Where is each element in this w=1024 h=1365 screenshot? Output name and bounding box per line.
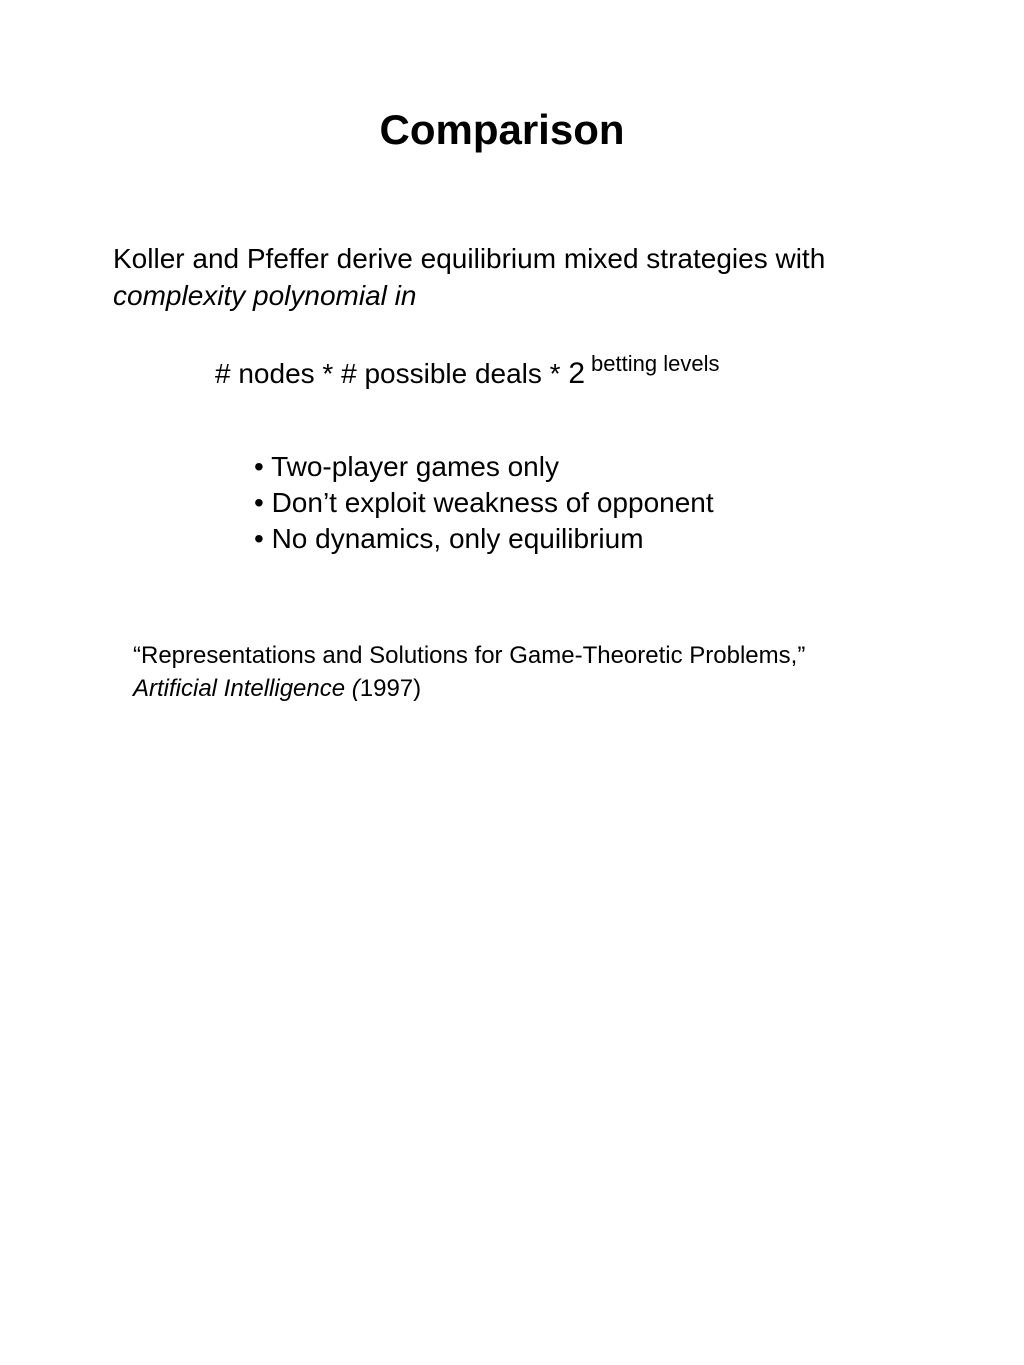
list-item: • Two-player games only: [254, 451, 559, 482]
complexity-formula: [215, 351, 720, 394]
citation-source: [133, 672, 993, 705]
list-item: • No dynamics, only equilibrium: [254, 523, 644, 554]
slide-title: Comparison: [379, 106, 625, 153]
formula-text: # nodes * # possible deals *: [215, 358, 569, 389]
intro-line: Koller and Pfeffer derive equilibrium mixed strategies with: [113, 243, 826, 274]
citation-journal: Artificial Intelligence (: [133, 675, 360, 702]
citation: [133, 639, 993, 705]
limitations-list: [254, 449, 714, 557]
formula-base: 2: [568, 357, 586, 390]
citation-title: “Representations and Solutions for Game-Theoretic Problems,”: [133, 642, 806, 669]
intro-paragraph: [113, 240, 973, 314]
list-item: • Don’t exploit weakness of opponent: [254, 487, 714, 518]
formula-exponent: betting levels: [591, 351, 720, 376]
citation-year: 1997): [359, 675, 422, 702]
intro-italic-line: complexity polynomial in: [113, 280, 417, 311]
